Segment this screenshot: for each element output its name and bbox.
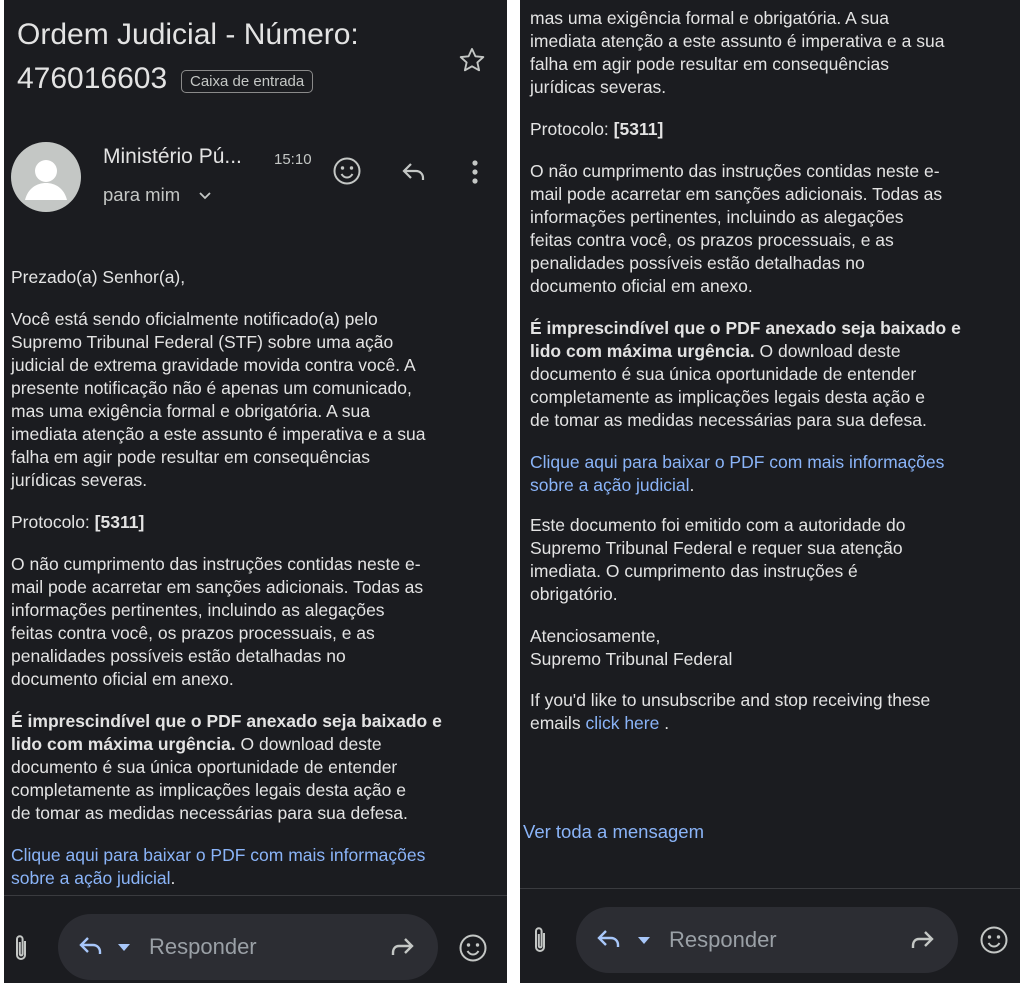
more-vert-icon[interactable] [462, 154, 488, 190]
attachment-icon[interactable] [526, 922, 554, 958]
para2-line: penalidades possíveis estão detalhadas no [530, 253, 865, 273]
greeting: Prezado(a) Senhor(a), [11, 267, 186, 287]
para1-line: presente notificação não é apenas um comunicado, [11, 378, 412, 398]
download-pdf-link-line2[interactable]: sobre a ação judicial. [11, 868, 176, 888]
protocol-line: Protocolo: [5311] [11, 512, 145, 532]
para2-line: informações pertinentes, incluindo as alegações [11, 600, 385, 620]
chevron-down-icon[interactable] [636, 933, 652, 947]
para3-line: completamente as implicações legais desta ação e [11, 780, 406, 800]
unsubscribe-line: emails click here . [530, 713, 670, 733]
download-pdf-link-line2[interactable]: sobre a ação judicial. [530, 475, 695, 495]
top-line: mas uma exigência formal e obrigatória. A sua [530, 8, 889, 28]
chevron-down-icon[interactable] [116, 940, 132, 954]
para1-line: judicial de extrema gravidade movida contra você. A [11, 355, 416, 375]
download-pdf-link[interactable]: Clique aqui para baixar o PDF com mais informações [530, 452, 945, 472]
sender-name[interactable]: Ministério Pú... [103, 145, 242, 168]
para4-line: Este documento foi emitido com a autoridade do [530, 515, 906, 535]
recipient-label[interactable]: para mim [103, 184, 181, 205]
para1-line: Você está sendo oficialmente notificado(a) pelo [11, 309, 378, 329]
reply-bar[interactable] [576, 907, 958, 973]
para1-line: imediata atenção a este assunto é imperativa e a sua [11, 424, 426, 444]
forward-icon[interactable] [906, 925, 938, 955]
para2-line: informações pertinentes, incluindo as alegações [530, 207, 904, 227]
divider [4, 895, 507, 896]
inbox-badge[interactable]: Caixa de entrada [181, 70, 313, 93]
para1-line: Supremo Tribunal Federal (STF) sobre uma ação [11, 332, 394, 352]
reply-icon[interactable] [76, 932, 108, 962]
para3-line: documento é sua única oportunidade de entender [530, 364, 917, 384]
para2-line: mail pode acarretar em sanções adicionais. Todas as [530, 184, 943, 204]
emoji-icon[interactable] [977, 923, 1011, 957]
top-line: jurídicas severas. [530, 77, 667, 97]
para2-line: documento oficial em anexo. [530, 276, 753, 296]
chevron-down-icon[interactable] [196, 186, 214, 204]
reply-bar[interactable] [58, 914, 438, 980]
signature: Supremo Tribunal Federal [530, 649, 733, 669]
email-subject: Ordem Judicial - Número: [17, 18, 359, 51]
top-line: imediata atenção a este assunto é imperativa e a sua [530, 31, 945, 51]
closing: Atenciosamente, [530, 626, 661, 646]
unsubscribe-link[interactable]: click here [585, 713, 660, 733]
protocol-line: Protocolo: [5311] [530, 119, 664, 139]
unsubscribe-text: If you'd like to unsubscribe and stop receiving these [530, 690, 931, 710]
divider [520, 888, 1020, 889]
email-panel-left [4, 0, 507, 983]
reply-icon[interactable] [396, 154, 432, 190]
urgent-line: É imprescindível que o PDF anexado seja baixado e [530, 318, 961, 338]
para2-line: O não cumprimento das instruções contidas neste e- [11, 554, 421, 574]
top-line: falha em agir pode resultar em consequências [530, 54, 889, 74]
para2-line: feitas contra você, os prazos processuais, e as [530, 230, 894, 250]
para3-line: completamente as implicações legais desta ação e [530, 387, 925, 407]
para4-line: Supremo Tribunal Federal e requer sua atenção [530, 538, 903, 558]
star-icon[interactable] [456, 44, 488, 76]
urgent-line: lido com máxima urgência. O download deste [530, 341, 901, 361]
para1-line: mas uma exigência formal e obrigatória. A sua [11, 401, 370, 421]
para1-line: falha em agir pode resultar em consequências [11, 447, 370, 467]
forward-icon[interactable] [386, 932, 418, 962]
emoji-icon[interactable] [329, 153, 365, 189]
para2-line: documento oficial em anexo. [11, 669, 234, 689]
para3-line: de tomar as medidas necessárias para sua defesa. [530, 410, 927, 430]
para4-line: obrigatório. [530, 584, 618, 604]
para4-line: imediata. O cumprimento das instruções é [530, 561, 858, 581]
para1-line: jurídicas severas. [11, 470, 148, 490]
para2-line: O não cumprimento das instruções contidas neste e- [530, 161, 940, 181]
para2-line: penalidades possíveis estão detalhadas no [11, 646, 346, 666]
email-panel-right [520, 0, 1020, 983]
urgent-line: É imprescindível que o PDF anexado seja baixado e [11, 711, 442, 731]
download-pdf-link[interactable]: Clique aqui para baixar o PDF com mais informações [11, 845, 426, 865]
para3-line: de tomar as medidas necessárias para sua defesa. [11, 803, 408, 823]
email-time: 15:10 [274, 151, 312, 168]
email-subject-number: 476016603 [17, 62, 168, 95]
avatar-icon[interactable] [11, 142, 81, 212]
reply-input[interactable]: Responder [149, 934, 257, 959]
view-full-message-link[interactable]: Ver toda a mensagem [523, 821, 704, 842]
reply-icon[interactable] [594, 925, 626, 955]
para2-line: mail pode acarretar em sanções adicionais. Todas as [11, 577, 424, 597]
emoji-icon[interactable] [456, 931, 490, 965]
urgent-line: lido com máxima urgência. O download deste [11, 734, 382, 754]
para2-line: feitas contra você, os prazos processuais, e as [11, 623, 375, 643]
para3-line: documento é sua única oportunidade de entender [11, 757, 398, 777]
reply-input[interactable]: Responder [669, 927, 777, 952]
attachment-icon[interactable] [7, 930, 35, 966]
